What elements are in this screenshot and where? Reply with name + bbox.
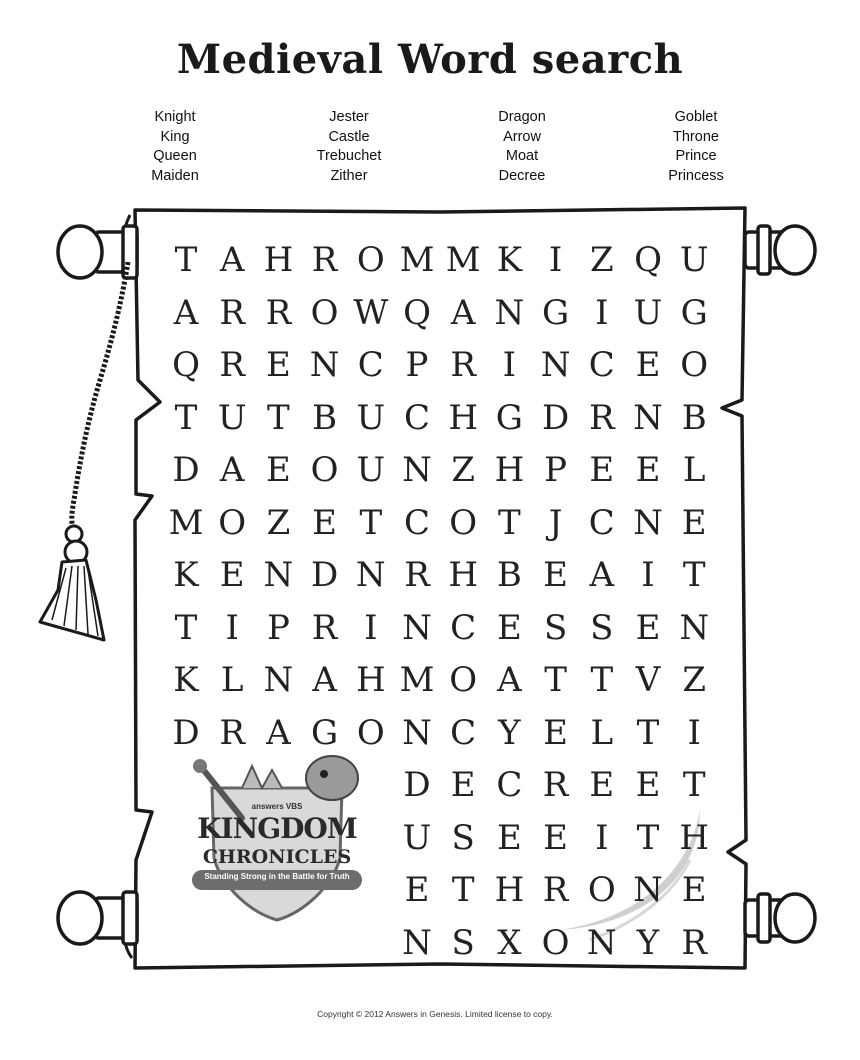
grid-letter[interactable]: E xyxy=(543,555,568,595)
grid-letter[interactable]: Z xyxy=(451,450,475,490)
grid-letter[interactable]: O xyxy=(310,450,339,490)
grid-letter[interactable]: E xyxy=(450,765,476,805)
grid-letter[interactable]: I xyxy=(595,292,609,333)
grid-letter[interactable]: V xyxy=(635,660,661,700)
grid-letter[interactable]: Y xyxy=(498,712,521,753)
grid-letter[interactable]: O xyxy=(449,502,478,543)
grid-letter[interactable]: E xyxy=(635,765,661,805)
grid-letter[interactable]: E xyxy=(265,450,291,490)
grid-letter[interactable]: G xyxy=(542,292,570,333)
grid-letter[interactable]: N xyxy=(633,870,663,910)
grid-letter[interactable]: X xyxy=(497,922,522,963)
grid-letter[interactable]: S xyxy=(590,607,614,648)
grid-letter[interactable]: T xyxy=(174,240,198,280)
tassel xyxy=(40,526,104,640)
grid-letter[interactable]: C xyxy=(496,765,523,805)
grid-letter[interactable]: O xyxy=(310,292,339,333)
grid-letter[interactable]: E xyxy=(589,450,615,490)
grid-letter[interactable]: E xyxy=(589,765,615,805)
grid-letter[interactable]: U xyxy=(356,450,386,490)
grid-letter[interactable]: J xyxy=(548,502,563,543)
grid-letter[interactable]: M xyxy=(445,240,481,280)
grid-letter[interactable]: A xyxy=(497,660,522,700)
grid-letter[interactable]: A xyxy=(266,712,291,753)
grid-letter[interactable]: G xyxy=(495,397,523,438)
grid-letter[interactable]: D xyxy=(172,450,200,490)
grid-row xyxy=(163,603,723,653)
grid-letter[interactable]: T xyxy=(359,502,383,543)
grid-letter[interactable]: N xyxy=(586,922,617,963)
grid-letter[interactable]: N xyxy=(402,607,432,648)
grid-letter[interactable]: N xyxy=(263,555,294,595)
roller-top-right xyxy=(745,226,815,274)
grid-letter[interactable]: G xyxy=(311,712,339,753)
grid-letter[interactable]: H xyxy=(448,397,479,438)
grid-letter[interactable]: T xyxy=(544,660,567,700)
grid-letter[interactable]: C xyxy=(357,345,384,385)
grid-letter[interactable]: P xyxy=(405,345,429,385)
grid-letter[interactable]: R xyxy=(542,765,569,805)
grid-letter[interactable]: I xyxy=(364,607,378,648)
grid-letter[interactable]: A xyxy=(312,660,337,700)
grid-letter[interactable]: E xyxy=(635,607,661,648)
copyright-notice: Copyright © 2012 Answers in Genesis. Limited license to copy. xyxy=(317,1009,553,1019)
grid-letter[interactable]: R xyxy=(311,607,338,648)
grid-letter[interactable]: R xyxy=(265,292,292,333)
grid-row xyxy=(163,393,723,443)
grid-letter[interactable]: L xyxy=(682,450,706,490)
grid-letter[interactable]: N xyxy=(633,502,663,543)
grid-letter[interactable]: N xyxy=(402,922,432,963)
grid-letter[interactable]: N xyxy=(540,345,571,385)
logo-tagline: Standing Strong in the Battle for Truth xyxy=(204,872,350,881)
grid-letter[interactable]: W xyxy=(353,292,389,333)
word-item: Decree xyxy=(498,167,546,184)
grid-letter[interactable]: T xyxy=(636,817,660,858)
grid-letter[interactable]: I xyxy=(687,712,701,753)
grid-letter[interactable]: O xyxy=(541,922,570,963)
grid-letter[interactable]: D xyxy=(310,555,339,595)
grid-letter[interactable]: R xyxy=(404,555,430,595)
word-item: Princess xyxy=(668,167,724,184)
grid-letter[interactable]: H xyxy=(355,660,386,700)
grid-letter[interactable]: U xyxy=(679,240,709,280)
grid-row xyxy=(163,288,723,338)
grid-letter[interactable]: Q xyxy=(634,240,662,280)
grid-letter[interactable]: O xyxy=(356,240,385,280)
grid-letter[interactable]: E xyxy=(681,502,707,543)
word-item: Jester xyxy=(329,109,369,125)
grid-letter[interactable]: I xyxy=(595,817,609,858)
grid-letter[interactable]: P xyxy=(544,450,568,490)
logo-kingdom-text: KINGDOM xyxy=(197,812,357,845)
grid-letter[interactable]: N xyxy=(402,712,432,753)
roller-top-left xyxy=(58,226,137,278)
grid-row xyxy=(163,235,723,285)
grid-letter[interactable]: R xyxy=(219,292,245,333)
grid-letter[interactable]: H xyxy=(494,450,525,490)
grid-letter[interactable]: C xyxy=(450,712,477,753)
grid-letter[interactable]: U xyxy=(402,817,432,858)
grid-letter[interactable]: E xyxy=(635,450,661,490)
grid-letter[interactable]: E xyxy=(496,607,522,648)
grid-letter[interactable]: E xyxy=(543,712,568,753)
logo-small-text: answers VBS xyxy=(251,802,303,811)
grid-letter[interactable]: T xyxy=(682,555,706,595)
grid-letter[interactable]: I xyxy=(548,240,563,280)
grid-letter[interactable]: A xyxy=(173,292,199,333)
grid-letter[interactable]: A xyxy=(589,555,615,595)
grid-letter[interactable]: C xyxy=(403,397,430,438)
kingdom-chronicles-logo xyxy=(182,748,372,928)
grid-letter[interactable]: L xyxy=(220,660,244,700)
grid-letter[interactable]: M xyxy=(168,502,204,543)
word-item: Dragon xyxy=(498,109,546,125)
grid-letter[interactable]: N xyxy=(402,450,432,490)
grid-letter[interactable]: Z xyxy=(266,502,291,543)
grid-letter[interactable]: I xyxy=(641,555,655,595)
grid-letter[interactable]: E xyxy=(543,817,568,858)
grid-letter[interactable]: R xyxy=(219,345,245,385)
grid-letter[interactable]: R xyxy=(542,870,569,910)
grid-letter[interactable]: T xyxy=(682,765,706,805)
grid-letter[interactable]: R xyxy=(588,397,615,438)
grid-letter[interactable]: H xyxy=(263,240,294,280)
grid-letter[interactable]: E xyxy=(265,345,291,385)
grid-letter[interactable]: E xyxy=(496,817,522,858)
grid-letter[interactable]: E xyxy=(681,870,707,910)
grid-letter[interactable]: T xyxy=(174,607,198,648)
grid-letter[interactable]: T xyxy=(267,397,290,438)
grid-letter[interactable]: O xyxy=(680,345,709,385)
grid-letter[interactable]: P xyxy=(266,607,290,648)
word-item: Goblet xyxy=(674,109,718,125)
grid-letter[interactable]: N xyxy=(494,292,525,333)
grid-letter[interactable]: E xyxy=(635,345,661,385)
grid-letter[interactable]: Q xyxy=(403,292,431,333)
grid-letter[interactable]: I xyxy=(502,345,517,385)
grid-letter[interactable]: S xyxy=(451,817,475,858)
grid-letter[interactable]: K xyxy=(173,555,199,595)
grid-row xyxy=(163,498,723,548)
word-item: Maiden xyxy=(151,167,199,184)
grid-letter[interactable]: T xyxy=(451,870,475,910)
grid-letter[interactable]: A xyxy=(450,292,476,333)
grid-letter[interactable]: D xyxy=(172,712,200,753)
grid-letter[interactable]: H xyxy=(679,817,710,858)
grid-letter[interactable]: S xyxy=(451,922,475,963)
word-item: Zither xyxy=(330,167,368,184)
grid-letter[interactable]: Z xyxy=(589,240,614,280)
logo-chronicles-text: CHRONICLES xyxy=(202,846,352,868)
grid-letter[interactable]: I xyxy=(225,607,239,648)
grid-letter[interactable]: E xyxy=(219,555,245,595)
grid-letter[interactable]: T xyxy=(174,397,198,438)
word-item: Throne xyxy=(673,128,719,145)
word-item: Trebuchet xyxy=(316,148,382,165)
grid-letter[interactable]: N xyxy=(633,397,663,438)
grid-letter[interactable]: R xyxy=(681,922,707,963)
grid-letter[interactable]: C xyxy=(450,607,477,648)
grid-letter[interactable]: K xyxy=(496,240,523,280)
grid-letter[interactable]: H xyxy=(448,555,479,595)
grid-letter[interactable]: U xyxy=(633,292,663,333)
grid-row xyxy=(163,550,723,600)
page-title: Medieval Word search xyxy=(176,36,684,83)
grid-letter[interactable]: H xyxy=(494,870,525,910)
grid-letter[interactable]: O xyxy=(587,870,616,910)
grid-letter[interactable]: R xyxy=(450,345,476,385)
grid-letter[interactable]: T xyxy=(636,712,660,753)
grid-letter[interactable]: B xyxy=(681,397,707,438)
grid-letter[interactable]: U xyxy=(356,397,386,438)
grid-letter[interactable]: N xyxy=(309,345,340,385)
parchment-curl xyxy=(124,215,132,958)
grid-letter[interactable]: K xyxy=(173,660,199,700)
word-item: King xyxy=(160,128,190,145)
grid-letter[interactable]: C xyxy=(403,502,430,543)
grid-letter[interactable]: R xyxy=(311,240,338,280)
grid-letter[interactable]: E xyxy=(404,870,430,910)
grid-letter[interactable]: E xyxy=(312,502,337,543)
grid-row xyxy=(163,655,723,705)
roller-bottom-left xyxy=(58,892,137,944)
grid-letter[interactable]: S xyxy=(543,607,568,648)
word-item: Prince xyxy=(675,148,717,165)
grid-letter[interactable]: D xyxy=(541,397,570,438)
grid-row xyxy=(163,445,723,495)
word-item: Moat xyxy=(505,148,539,165)
grid-letter[interactable]: N xyxy=(679,607,710,648)
grid-letter[interactable]: D xyxy=(403,765,431,805)
word-item: Queen xyxy=(153,148,197,165)
grid-letter[interactable]: Q xyxy=(172,345,200,385)
grid-letter[interactable]: C xyxy=(588,345,615,385)
grid-letter[interactable]: L xyxy=(590,712,614,753)
grid-letter[interactable]: B xyxy=(312,397,338,438)
grid-letter[interactable]: N xyxy=(263,660,294,700)
grid-letter[interactable]: M xyxy=(399,660,435,700)
grid-letter[interactable]: U xyxy=(217,397,247,438)
word-item: Knight xyxy=(154,109,196,125)
roller-bottom-right xyxy=(745,894,815,942)
grid-letter[interactable]: A xyxy=(219,240,245,280)
grid-row xyxy=(163,340,723,390)
grid-letter[interactable]: M xyxy=(399,240,435,280)
grid-letter[interactable]: O xyxy=(356,712,385,753)
word-item: Arrow xyxy=(503,128,541,145)
grid-letter[interactable]: B xyxy=(496,555,522,595)
grid-letter[interactable]: A xyxy=(219,450,245,490)
grid-letter[interactable]: Z xyxy=(682,660,706,700)
grid-letter[interactable]: T xyxy=(590,660,614,700)
grid-letter[interactable]: O xyxy=(449,660,478,700)
word-item: Castle xyxy=(328,128,370,145)
grid-letter[interactable]: O xyxy=(218,502,247,543)
tassel-cord xyxy=(72,262,128,532)
grid-letter[interactable]: N xyxy=(355,555,386,595)
grid-letter[interactable]: Y xyxy=(636,922,660,963)
grid-letter[interactable]: T xyxy=(498,502,521,543)
grid-letter[interactable]: C xyxy=(588,502,615,543)
grid-letter[interactable]: R xyxy=(219,712,245,753)
grid-letter[interactable]: G xyxy=(680,292,708,333)
